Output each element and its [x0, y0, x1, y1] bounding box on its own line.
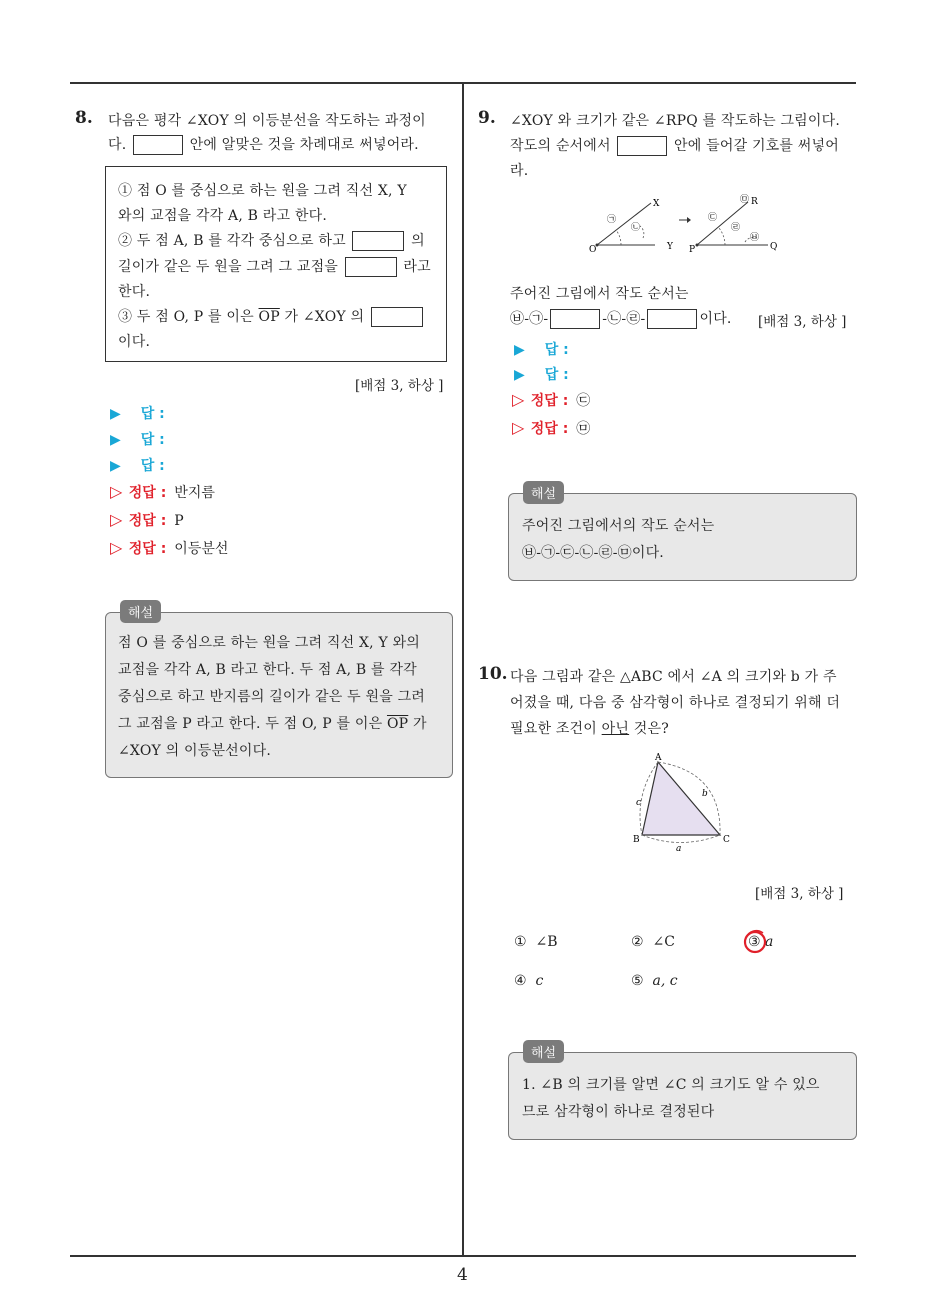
choice-3[interactable]: ③ a: [748, 934, 773, 950]
q9-score: [배점 3, 하상 ]: [758, 314, 847, 330]
fig-label-c: c: [636, 798, 642, 808]
choice-2[interactable]: ② ∠C: [631, 934, 675, 950]
fig-label-Q: Q: [770, 242, 778, 252]
choice-1[interactable]: ① ∠B: [514, 934, 558, 950]
q8-expl-line3: 중심으로 하고 반지름의 길이가 같은 두 원을 그려: [118, 689, 426, 705]
fig-label-c1: ㉠: [607, 215, 617, 225]
q8-expl-line2: 교점을 각각 A, B 라고 한다. 두 점 A, B 를 각각: [118, 662, 417, 678]
bottom-rule: [70, 1255, 856, 1257]
q10-number: 10.: [478, 664, 508, 684]
q8-box-line4: 길이가 같은 두 원을 그려 그 교점을 라고: [118, 259, 431, 275]
q9-answer-1[interactable]: ▶ 답 :: [514, 342, 569, 358]
q9-order-line1: 주어진 그림에서 작도 순서는: [510, 286, 689, 302]
fig-label-O: O: [589, 245, 597, 255]
q9-answer-2[interactable]: ▶ 답 :: [514, 367, 569, 383]
q8-expl-line1: 점 O 를 중심으로 하는 원을 그려 직선 X, Y 와의: [118, 635, 421, 651]
q8-answer-1[interactable]: ▶ 답 :: [110, 406, 165, 422]
fig-label-c6: ㉥: [750, 233, 760, 243]
fig-label-c4: ㉣: [731, 223, 741, 233]
q10-explanation-box: [508, 1052, 857, 1140]
q9-intro-line2: 작도의 순서에서 안에 들어갈 기호를 써넣어: [510, 138, 839, 154]
q8-box-line6: ③ 두 점 O, P 를 이은 $\overline{OP}$ 가 ∠XOY 의: [118, 306, 425, 327]
q8-correct-3: ▷ 정답 : 이등분선: [110, 538, 229, 557]
q8-box-line2: 와의 교점을 각각 A, B 라고 한다.: [118, 208, 327, 224]
q8-number: 8.: [75, 108, 93, 128]
fig-label-C: C: [723, 835, 730, 845]
q9-correct-1: ▷ 정답 : ㉢: [512, 390, 591, 409]
q8-explanation-tag: 해설: [120, 600, 161, 623]
q8-expl-line4: 그 교점을 P 라고 한다. 두 점 O, P 를 이은 $\overline{OP}$ 가: [118, 716, 427, 732]
q9-expl-line1: 주어진 그림에서의 작도 순서는: [522, 518, 715, 534]
fig-label-c2: ㉡: [631, 223, 641, 233]
column-divider: [462, 82, 464, 1257]
blank-box: [647, 309, 697, 329]
fig-label-c3: ㉢: [708, 213, 718, 223]
q10-triangle-figure: [630, 750, 740, 855]
q9-expl-line2: ㉥-㉠-㉢-㉡-㉣-㉤이다.: [522, 545, 664, 561]
fig-label-B: B: [633, 835, 640, 845]
q8-intro-line1: 다음은 평각 ∠XOY 의 이등분선을 작도하는 과정이: [108, 113, 426, 129]
fig-label-a: a: [676, 844, 682, 854]
q8-expl-line5: ∠XOY 의 이등분선이다.: [118, 743, 271, 759]
selected-mark-icon: [741, 928, 769, 956]
q10-expl-line1: 1. ∠B 의 크기를 알면 ∠C 의 크기도 알 수 있으: [522, 1077, 820, 1093]
page-number: 4: [457, 1265, 468, 1285]
fig-label-c5: ㉤: [740, 195, 750, 205]
q8-intro-line2: 다. 안에 알맞은 것을 차례대로 써넣어라.: [108, 137, 419, 153]
q9-order-line2: ㉥-㉠- -㉡-㉣- 이다.: [510, 311, 732, 327]
choice-4[interactable]: ④ c: [514, 973, 544, 989]
q8-box-line5: 한다.: [118, 284, 151, 300]
blank-box: [133, 135, 183, 155]
q8-box-line1: ① 점 O 를 중심으로 하는 원을 그려 직선 X, Y: [118, 183, 407, 199]
q8-box-line7: 이다.: [118, 334, 151, 350]
q9-intro-line1: ∠XOY 와 크기가 같은 ∠RPQ 를 작도하는 그림이다.: [510, 113, 841, 129]
fig-label-b: b: [702, 789, 708, 799]
choice-5[interactable]: ⑤ a, c: [631, 973, 678, 989]
blank-box: [371, 307, 423, 327]
q8-answer-3[interactable]: ▶ 답 :: [110, 458, 165, 474]
q10-intro-line1: 다음 그림과 같은 △ABC 에서 ∠A 의 크기와 b 가 주: [510, 669, 837, 685]
blank-box: [550, 309, 600, 329]
blank-box: [352, 231, 404, 251]
q10-score: [배점 3, 하상 ]: [755, 886, 844, 902]
q9-correct-2: ▷ 정답 : ㉤: [512, 418, 591, 437]
blank-box: [345, 257, 397, 277]
q9-explanation-tag: 해설: [523, 481, 564, 504]
blank-box: [617, 136, 667, 156]
q8-answer-2[interactable]: ▶ 답 :: [110, 432, 165, 448]
fig-label-Y: Y: [667, 242, 673, 252]
q10-intro-line3: 필요한 조건이 아닌 것은?: [510, 721, 669, 737]
q9-construction-figure: [585, 190, 785, 260]
fig-label-P: P: [689, 245, 696, 255]
q8-score: [배점 3, 하상 ]: [355, 378, 444, 394]
q9-intro-line3: 라.: [510, 163, 529, 179]
fig-label-A: A: [655, 753, 662, 763]
fig-label-R: R: [751, 197, 758, 207]
q8-correct-2: ▷ 정답 : P: [110, 510, 184, 529]
q10-intro-line2: 어졌을 때, 다음 중 삼각형이 하나로 결정되기 위해 더: [510, 695, 841, 711]
q9-number: 9.: [478, 108, 496, 128]
q8-correct-1: ▷ 정답 : 반지름: [110, 482, 215, 501]
q10-expl-line2: 므로 삼각형이 하나로 결정된다: [522, 1104, 715, 1120]
fig-label-X: X: [653, 199, 660, 209]
q9-explanation-box: [508, 493, 857, 581]
q8-box-line3: ② 두 점 A, B 를 각각 중심으로 하고 의: [118, 233, 425, 249]
q10-explanation-tag: 해설: [523, 1040, 564, 1063]
